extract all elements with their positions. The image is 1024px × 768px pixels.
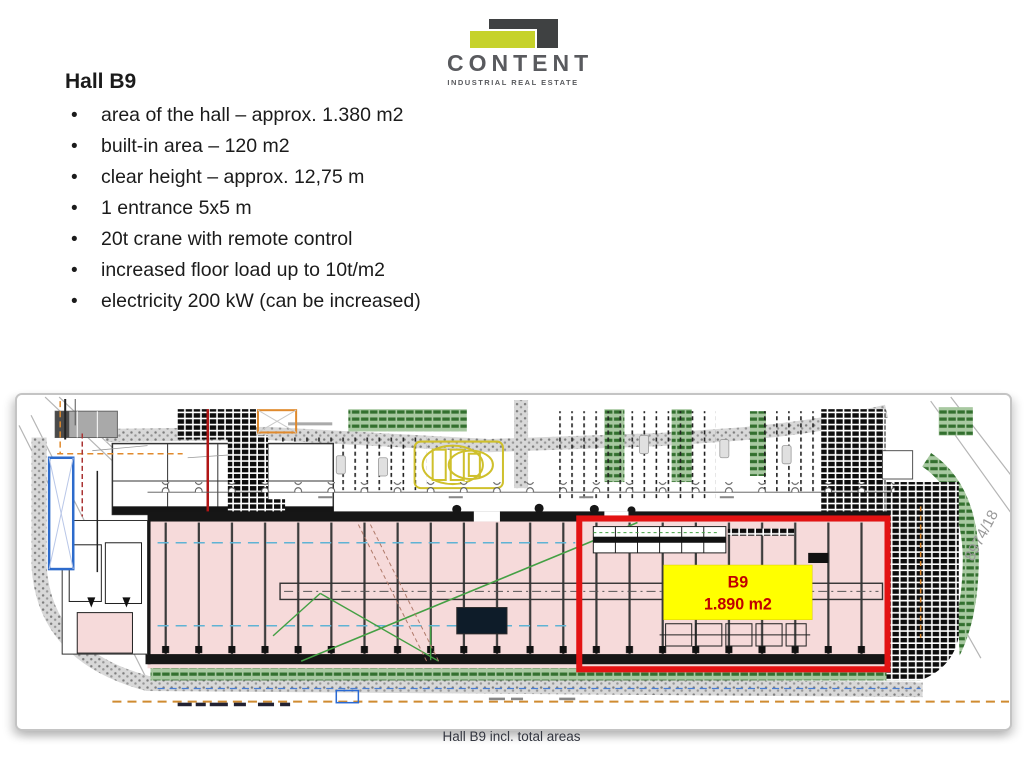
spec-item: • area of the hall – approx. 1.380 m2 xyxy=(65,100,421,131)
logo-accent-block-icon xyxy=(470,31,535,48)
site-plan-image xyxy=(15,393,1012,731)
spec-item: • electricity 200 kW (can be increased) xyxy=(65,286,421,317)
spec-item: • 1 entrance 5x5 m xyxy=(65,193,421,224)
site-plan-drawing xyxy=(17,395,1010,729)
b9-label: B9 xyxy=(727,573,749,592)
b9-area-label: 1.890 m2 xyxy=(704,595,772,614)
plan-caption: Hall B9 incl. total areas xyxy=(442,729,581,744)
spec-list xyxy=(65,100,421,317)
spec-item: • 20t crane with remote control xyxy=(65,224,421,255)
page-title: Hall B9 xyxy=(65,70,137,93)
logo-name: CONTENT xyxy=(447,50,594,76)
logo-tagline: INDUSTRIAL REAL ESTATE xyxy=(447,78,579,87)
spec-item: • clear height – approx. 12,75 m xyxy=(65,162,421,193)
parcel-number: 8974/18 xyxy=(961,507,1002,564)
spec-item: • increased floor load up to 10t/m2 xyxy=(65,255,421,286)
company-logo xyxy=(447,12,594,87)
spec-item: • built-in area – 120 m2 xyxy=(65,131,421,162)
